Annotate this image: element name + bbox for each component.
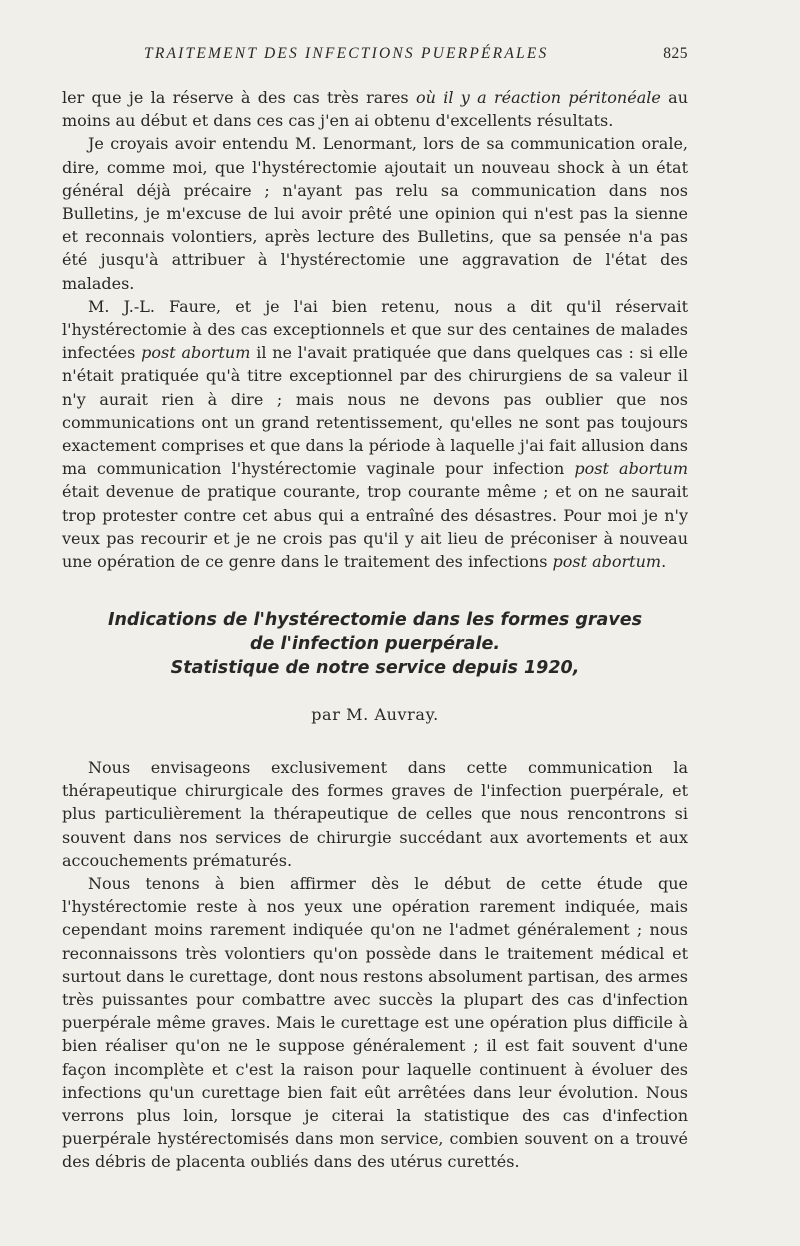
text-run: M. J.-L. Faure, et je l'ai bien retenu, nous a dit qu'il réservait l'hystérectomie à des cas exceptionnels et que sur des centaines de malades infectées xyxy=(62,296,688,363)
paragraph-3 xyxy=(62,295,688,573)
heading-line-1: Indications de l'hystérectomie dans les formes graves xyxy=(107,610,643,630)
running-header xyxy=(62,45,688,69)
page-number: 825 xyxy=(663,45,688,62)
italic-run: post abortum xyxy=(552,552,662,572)
section-reply xyxy=(62,86,688,573)
heading-line-3: Statistique de notre service depuis 1920, xyxy=(170,658,580,678)
document-page xyxy=(62,0,688,1246)
section-auvray xyxy=(62,756,688,1174)
heading-line-2: de l'infection puerpérale. xyxy=(250,634,500,654)
paragraph-2: Je croyais avoir entendu M. Lenormant, lors de sa communication orale, dire, comme moi, que l'hystérectomie ajoutait un nouveau shock à un état général déjà précaire ; n'ayant pas relu sa communication dans nos Bulletins, je m'excuse de lui avoir prêté une opinion qui n'est pas la sienne et reconnais volontiers, après lecture des Bulletins, que sa pensée n'a pas été jusqu'à attribuer à l'hystérectomie une aggravation de l'état des malades. xyxy=(62,134,688,293)
running-title: TRAITEMENT DES INFECTIONS PUERPÉRALES xyxy=(144,45,549,62)
text-run: ler que je la réserve à des cas très rares xyxy=(62,88,416,107)
author-byline: par M. Auvray. xyxy=(311,705,439,724)
italic-run: post abortum xyxy=(141,343,251,363)
text-run: il ne l'avait pratiquée que dans quelques cas : si elle n'était pratiquée qu'à titre exceptionnel par des chirurgiens de sa valeur il n'y aurait rien à dire ; mais nous ne devons pas oublier que nos communications ont un grand retentissement, qu'elles ne sont pas toujours exactement comprises et que dans la période à laquelle j'ai fait allusion dans ma communication l'hystérectomie vaginale pour infection xyxy=(62,343,688,479)
italic-run: où il y a réaction péritonéale xyxy=(415,88,661,107)
section-heading xyxy=(62,608,688,680)
text-run: au moins au début et dans ces cas j'en ai obtenu d'excellents résultats. xyxy=(62,88,688,131)
italic-run: post abortum xyxy=(574,459,688,479)
paragraph-4: Nous envisageons exclusivement dans cette communication la thérapeutique chirurgicale des formes graves de l'infection puerpérale, et plus particulièrement la thérapeutique de celles que nous rencontrons si souvent dans nos services de chirurgie succédant aux avortements et aux accouchements prématurés. xyxy=(62,758,688,870)
paragraph-5: Nous tenons à bien affirmer dès le début de cette étude que l'hystérectomie reste à nos yeux une opération rarement indiquée, mais cependant moins rarement indiquée qu'on ne l'admet généralement ; nous reconnaissons très volontiers qu'on possède dans le traitement médical et surtout dans le curettage, dont nous restons absolument partisan, des armes très puissantes pour combattre avec succès la plupart des cas d'infection puerpérale même graves. Mais le curettage est une opération plus difficile à bien réaliser qu'on ne le suppose généralement ; il est fait souvent d'une façon incomplète et c'est la raison pour laquelle continuent à évoluer des infections qu'un curettage bien fait eût arrêtées dans leur évolution. Nous verrons plus loin, lorsque je citerai la statistique des cas d'infection puerpérale hystérectomisés dans mon service, combien souvent on a trouvé des débris de placenta oubliés dans des utérus curettés. xyxy=(62,874,688,1172)
text-run: . xyxy=(661,552,667,572)
text-run: était devenue de pratique courante, trop courante même ; et on ne saurait trop protester contre cet abus qui a entraîné des désastres. Pour moi je n'y veux pas recourir et je ne crois pas qu'il y ait lieu de préconiser à nouveau une opération de ce genre dans le traitement des infections xyxy=(62,482,688,572)
paragraph-1 xyxy=(62,86,688,132)
